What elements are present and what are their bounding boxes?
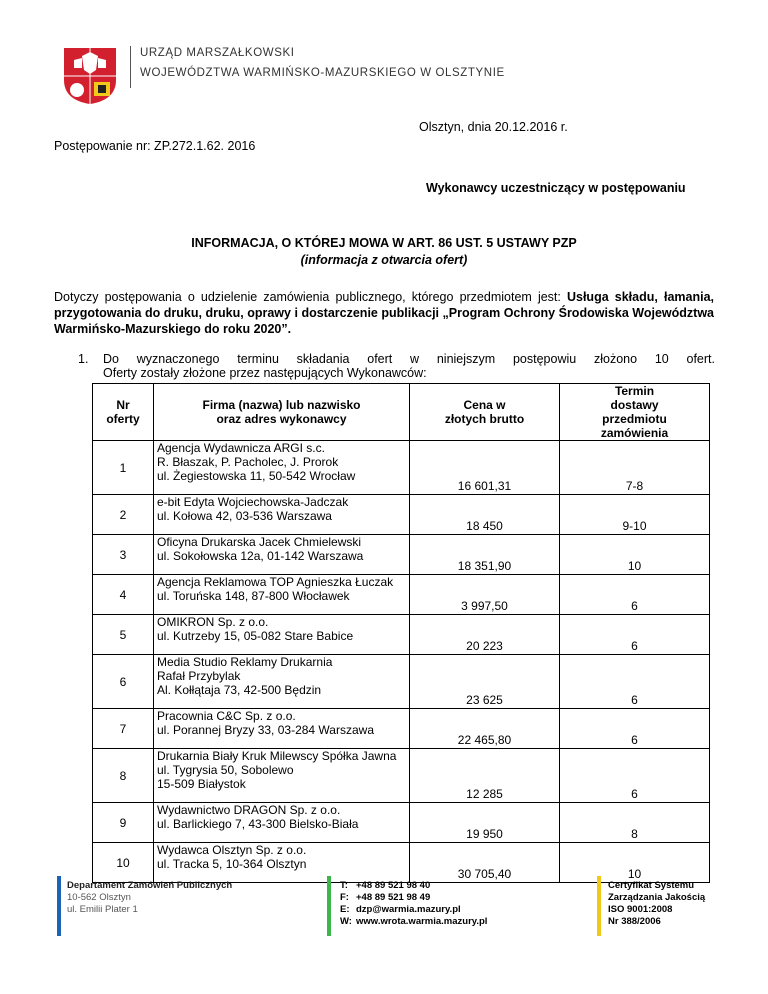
offer-price: 3 997,50 <box>410 575 560 615</box>
firm-line: Media Studio Reklamy Drukarnia <box>157 655 333 669</box>
offer-firm <box>154 495 410 535</box>
table-row <box>93 575 710 615</box>
offer-firm <box>154 575 410 615</box>
offer-firm <box>154 749 410 803</box>
offer-price: 20 223 <box>410 615 560 655</box>
offer-term: 6 <box>560 655 710 709</box>
firm-line: R. Błaszak, P. Pacholec, J. Prorok <box>157 455 339 469</box>
col-header-nr: Nr oferty <box>93 384 154 441</box>
offer-firm <box>154 615 410 655</box>
offer-term: 9-10 <box>560 495 710 535</box>
offer-number: 3 <box>93 535 154 575</box>
cert-line: Nr 388/2006 <box>608 916 661 927</box>
header-divider <box>130 46 131 88</box>
offer-price: 18 351,90 <box>410 535 560 575</box>
dept-name: Departament Zamówień Publicznych <box>67 880 233 891</box>
offer-firm <box>154 655 410 709</box>
col-header-firm: Firma (nazwa) lub nazwisko oraz adres wykonawcy <box>154 384 410 441</box>
offer-term: 7-8 <box>560 441 710 495</box>
offer-term: 6 <box>560 709 710 749</box>
firm-line: ul. Żegiestowska 11, 50-542 Wrocław <box>157 469 356 483</box>
firm-line: ul. Tygrysia 50, Sobolewo <box>157 763 294 777</box>
contact-line <box>340 904 487 916</box>
firm-line: Rafał Przybylak <box>157 669 241 683</box>
contact-line <box>340 880 487 892</box>
offer-number: 8 <box>93 749 154 803</box>
firm-line: ul. Tracka 5, 10-364 Olsztyn <box>157 857 307 871</box>
firm-line: Al. Kołłątaja 73, 42-500 Będzin <box>157 683 322 697</box>
org-name-line1: URZĄD MARSZAŁKOWSKI <box>140 47 295 59</box>
intro-paragraph <box>54 289 714 337</box>
firm-line: e-bit Edyta Wojciechowska-Jadczak <box>157 495 349 509</box>
offer-number: 1 <box>93 441 154 495</box>
footer-bar-green <box>327 876 331 936</box>
contact-line <box>340 892 487 904</box>
offer-number: 6 <box>93 655 154 709</box>
firm-line: Wydawnictwo DRAGON Sp. z o.o. <box>157 803 341 817</box>
offer-number: 5 <box>93 615 154 655</box>
firm-line: 15-509 Białystok <box>157 777 246 791</box>
offer-price: 12 285 <box>410 749 560 803</box>
offer-term: 10 <box>560 535 710 575</box>
point-number: 1. <box>78 352 89 366</box>
offer-price: 30 705,40 <box>410 843 560 883</box>
footer-bar-blue <box>57 876 61 936</box>
firm-line: ul. Kołowa 42, 03-536 Warszawa <box>157 509 332 523</box>
cert-line: ISO 9001:2008 <box>608 904 673 915</box>
contact-value: +48 89 521 98 49 <box>356 892 431 903</box>
firm-line: Oficyna Drukarska Jacek Chmielewski <box>157 535 362 549</box>
table-row <box>93 803 710 843</box>
offer-term: 8 <box>560 803 710 843</box>
table-row <box>93 709 710 749</box>
firm-line: Drukarnia Biały Kruk Milewscy Spółka Jawna <box>157 749 397 763</box>
firm-line: Wydawca Olsztyn Sp. z o.o. <box>157 843 307 857</box>
cert-line: Zarządzania Jakością <box>608 892 706 903</box>
contact-value: www.wrota.warmia.mazury.pl <box>356 916 488 927</box>
table-row <box>93 749 710 803</box>
offer-firm <box>154 441 410 495</box>
offer-number: 7 <box>93 709 154 749</box>
offer-number: 9 <box>93 803 154 843</box>
contact-value: +48 89 521 98 40 <box>356 880 431 891</box>
offer-term: 10 <box>560 843 710 883</box>
table-row <box>93 843 710 883</box>
offer-firm <box>154 709 410 749</box>
contact-label: T: <box>340 880 348 891</box>
offer-price: 18 450 <box>410 495 560 535</box>
offer-firm <box>154 843 410 883</box>
firm-line: Pracownia C&C Sp. z o.o. <box>157 709 296 723</box>
contact-label: E: <box>340 904 350 915</box>
table-row <box>93 441 710 495</box>
offer-number: 10 <box>93 843 154 883</box>
footer-contact <box>340 880 487 928</box>
table-row <box>93 495 710 535</box>
dept-street: ul. Emilii Plater 1 <box>67 904 138 915</box>
contact-value: dzp@warmia.mazury.pl <box>356 904 461 915</box>
offer-price: 16 601,31 <box>410 441 560 495</box>
contact-line <box>340 916 487 928</box>
offer-number: 4 <box>93 575 154 615</box>
intro-plain-text: Dotyczy postępowania o udzielenie zamówienia publicznego, którego przedmiotem jest: <box>54 290 567 304</box>
document-title: INFORMACJA, O KTÓREJ MOWA W ART. 86 UST. 5 USTAWY PZP <box>191 236 577 250</box>
point-text-line1: Do wyznaczonego terminu składania ofert w niniejszym postępowiu złożono 10 ofert. <box>103 352 715 366</box>
footer-department <box>67 880 232 916</box>
coat-of-arms-logo <box>60 46 120 106</box>
recipients-line: Wykonawcy uczestniczący w postępowaniu <box>426 181 686 195</box>
offer-term: 6 <box>560 575 710 615</box>
table-row <box>93 655 710 709</box>
offers-table-body <box>93 441 710 883</box>
firm-line: ul. Barlickiego 7, 43-300 Bielsko-Biała <box>157 817 359 831</box>
org-name-line2: WOJEWÓDZTWA WARMIŃSKO-MAZURSKIEGO W OLSZTYNIE <box>140 67 505 79</box>
offer-term: 6 <box>560 749 710 803</box>
footer-bar-yellow <box>597 876 601 936</box>
point-text-line2: Oferty zostały złożone przez następujących Wykonawców: <box>103 366 427 380</box>
table-row <box>93 615 710 655</box>
offer-price: 22 465,80 <box>410 709 560 749</box>
firm-line: OMIKRON Sp. z o.o. <box>157 615 269 629</box>
firm-line: Agencja Reklamowa TOP Agnieszka Łuczak <box>157 575 394 589</box>
contact-label: W: <box>340 916 352 927</box>
dept-city: 10-562 Olsztyn <box>67 892 131 903</box>
cert-line: Certyfikat Systemu <box>608 880 695 891</box>
table-header-row <box>93 384 710 441</box>
offer-firm <box>154 535 410 575</box>
firm-line: ul. Kutrzeby 15, 05-082 Stare Babice <box>157 629 354 643</box>
offer-firm <box>154 803 410 843</box>
offer-term: 6 <box>560 615 710 655</box>
firm-line: ul. Sokołowska 12a, 01-142 Warszawa <box>157 549 364 563</box>
firm-line: Agencja Wydawnicza ARGI s.c. <box>157 441 325 455</box>
intro-subject-text: Usługa składu, łamania, przygotowania do druku, druku, oprawy i dostarczenie publikacji „Program Ochrony Środowiska Województwa Warmińsko-Mazurskiego do roku 2020”. <box>54 290 714 336</box>
col-header-term: Termin dostawy przedmiotu zamówienia <box>560 384 710 441</box>
offer-number: 2 <box>93 495 154 535</box>
footer-certificate <box>608 880 705 928</box>
offer-price: 23 625 <box>410 655 560 709</box>
offers-table <box>92 383 710 883</box>
firm-line: ul. Porannej Bryzy 33, 03-284 Warszawa <box>157 723 374 737</box>
contact-label: F: <box>340 892 349 903</box>
table-row <box>93 535 710 575</box>
case-number: Postępowanie nr: ZP.272.1.62. 2016 <box>54 139 256 153</box>
col-header-price: Cena w złotych brutto <box>410 384 560 441</box>
firm-line: ul. Toruńska 148, 87-800 Włocławek <box>157 589 350 603</box>
document-subtitle: (informacja z otwarcia ofert) <box>300 253 468 267</box>
document-date: Olsztyn, dnia 20.12.2016 r. <box>419 120 568 134</box>
offer-price: 19 950 <box>410 803 560 843</box>
